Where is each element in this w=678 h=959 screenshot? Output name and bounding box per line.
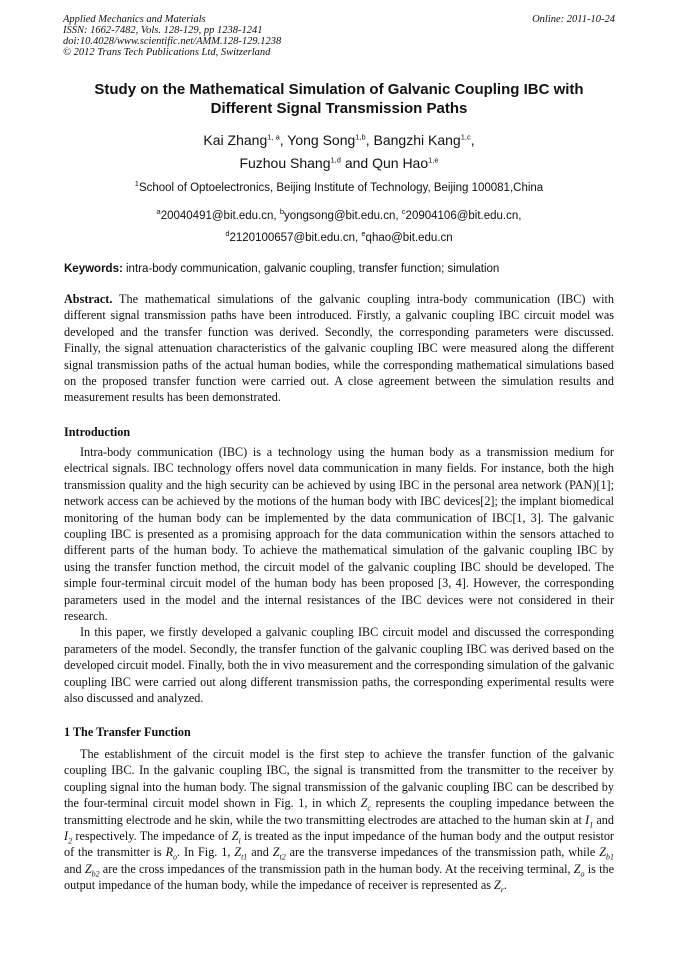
keywords-text: intra-body communication, galvanic coupling, transfer function; simulation — [122, 263, 500, 275]
email-mark: a — [156, 207, 161, 217]
email-mark: b — [279, 207, 284, 217]
author-name: , Bangzhi Kang — [365, 132, 461, 148]
email-mark: c — [401, 207, 406, 217]
intro-paragraph-2: In this paper, we firstly developed a galvanic coupling IBC circuit model and discussed the corresponding parameters of the model. Secondly, the transfer function of the galvanic coupling IBC was derived based on the developed circuit model. Finally, both the in vivo measurement and the corresponding simulation of the galvanic coupling IBC were carried out along different transmission paths, the corresponding experimental results were also discussed and analyzed. — [64, 625, 614, 706]
symbol-zt1 — [234, 845, 248, 862]
symbol-zr — [494, 878, 504, 895]
intro-paragraph-1: Intra-body communication (IBC) is a technology using the human body as a transmission medium for electrical signals. IBC technology offers novel data communication in many fields. For instance, both the high transmission quality and the high security can be achieved by using IBC in the personal area network (PAN)[1]; network access can be achieved by the motions of the human body with IBC devices[2]; the implant biomedical monitoring of the human body can be implemented by the data communication of IBC[1, 3]. The galvanic coupling IBC is presented as a promising approach for the data communication within the sensors attached to different parts of the human body. To achieve the mathematical simulation of the galvanic coupling IBC by using the transfer function method, the circuit model of the galvanic coupling IBC should be developed. The simple four-terminal circuit model of the human body has been proposed [3, 4]. However, the corresponding parameters used in the model and the internal resistances of the IBC devices were not considered in their research. — [64, 445, 614, 624]
issn-line: ISSN: 1662-7482, Vols. 128-129, pp 1238-1241 — [63, 25, 263, 36]
symbol-i2 — [64, 829, 73, 846]
text-run: The establishment of the circuit model is the first step to achieve the transfer function of the galvanic coupling IBC. In the galvanic coupling IBC, the signal is transmitted from the transmitter to the receiver by coupling signal into the human body. The signal transmission of the galvanic coupling IBC can be described by the four-terminal circuit model shown in Fig. 1, in which — [64, 747, 614, 811]
email-mark: d — [225, 229, 230, 239]
subscript: b1 — [606, 852, 614, 862]
abstract-text: The mathematical simulations of the galvanic coupling intra-body communication (IBC) with different signal transmission paths have been introduced. Firstly, a galvanic coupling IBC circuit model was developed and the transfer function was derived. Secondly, the corresponding parameters were discussed. Finally, the signal attenuation characteristics of the galvanic coupling IBC were measured along the different signal transmission paths of the actual human bodies, while the corresponding mathematical simulations based on the proposed transfer function were carried out. A close agreement between the simulation results and measurement results has been demonstrated. — [64, 292, 614, 405]
author-mark: 1, a — [267, 132, 280, 142]
subscript: i — [238, 836, 241, 846]
subscript: c — [367, 803, 371, 813]
text-run: and — [64, 861, 85, 876]
subscript: b2 — [91, 869, 100, 879]
email-line-2 — [64, 227, 614, 249]
affiliation — [64, 179, 614, 195]
subscript: 1 — [589, 820, 594, 830]
symbol: R — [165, 845, 174, 860]
symbol: I — [585, 812, 590, 827]
symbol-ro — [165, 845, 178, 862]
email-line-1 — [64, 205, 614, 227]
keywords — [64, 262, 614, 276]
email-address[interactable]: 20040491@bit.edu.cn, — [160, 210, 280, 222]
symbol: Z — [84, 861, 92, 876]
symbol: Z — [360, 796, 368, 811]
journal-header — [63, 14, 615, 58]
symbol: Z — [599, 845, 606, 860]
text-run: and — [593, 812, 614, 827]
subscript: o — [173, 852, 178, 862]
author-name: Fuzhou Shang — [239, 155, 331, 171]
abstract — [64, 291, 614, 406]
keywords-label: Keywords: — [64, 263, 123, 275]
symbol: Z — [573, 861, 581, 876]
text-run: are the transverse impedances of the transmission path, while — [285, 845, 600, 860]
paper-title — [64, 80, 614, 118]
email-mark: e — [361, 229, 366, 239]
author-line-1 — [64, 129, 614, 152]
symbol-zb1 — [599, 845, 614, 862]
author-mark: 1,c — [460, 132, 471, 142]
author-list — [64, 129, 614, 175]
symbol: Z — [231, 829, 239, 844]
symbol-zi — [231, 829, 241, 846]
email-address[interactable]: 2120100657@bit.edu.cn, — [229, 232, 362, 244]
affiliation-mark: 1 — [134, 179, 139, 189]
author-name: , Yong Song — [279, 132, 356, 148]
subscript: 2 — [68, 836, 73, 846]
symbol-zc — [360, 796, 371, 813]
symbol: Z — [272, 845, 280, 860]
text-run: respectively. The impedance of — [72, 829, 232, 844]
author-mark: 1,b — [355, 132, 366, 142]
affiliation-text: School of Optoelectronics, Beijing Institute of Technology, Beijing 100081,China — [138, 182, 544, 194]
text-run: . — [503, 878, 507, 893]
symbol-i1 — [585, 812, 594, 830]
text-run: . In Fig. 1, — [177, 845, 235, 860]
section-1-heading: 1 The Transfer Function — [64, 725, 191, 739]
section-1-paragraph — [64, 746, 614, 894]
abstract-paragraph — [64, 291, 614, 406]
subscript: r — [500, 885, 504, 895]
intro-heading: Introduction — [64, 425, 131, 439]
text-run: is the output impedance of the human body, while the impedance of receiver is represented as — [64, 861, 614, 893]
email-list — [64, 205, 614, 249]
email-address[interactable]: qhao@bit.edu.cn — [365, 232, 453, 244]
journal-name: Applied Mechanics and Materials — [63, 14, 206, 25]
author-line-2 — [64, 152, 614, 175]
title-line-2: Different Signal Transmission Paths — [210, 100, 468, 117]
subscript: t1 — [241, 852, 248, 862]
online-date: Online: 2011-10-24 — [532, 14, 615, 25]
symbol: Z — [494, 878, 501, 893]
subscript: o — [580, 869, 585, 879]
section-1-body — [64, 746, 614, 894]
copyright-line: © 2012 Trans Tech Publications Ltd, Switzerland — [63, 47, 271, 58]
intro-body — [64, 444, 614, 707]
text-run: represents the coupling impedance between the transmitting electrode and he skin, while the two transmitting electrodes are attached to the human skin at — [64, 796, 614, 827]
symbol-zt2 — [272, 845, 286, 862]
author-name: and Qun Hao — [340, 155, 429, 171]
symbol-zb2 — [84, 861, 100, 879]
text-run: is treated as the input impedance of the human body and the output resistor of the transmitter is — [64, 829, 614, 860]
doi-line: doi:10.4028/www.scientific.net/AMM.128-129.1238 — [63, 36, 282, 47]
title-line-1: Study on the Mathematical Simulation of Galvanic Coupling IBC with — [94, 81, 584, 98]
text-run: are the cross impedances of the transmission path in the human body. At the receiving terminal, — [99, 861, 574, 876]
author-mark: 1,e — [428, 155, 439, 165]
email-address[interactable]: 20904106@bit.edu.cn, — [405, 210, 522, 222]
email-address[interactable]: yongsong@bit.edu.cn, — [283, 210, 402, 222]
abstract-label: Abstract. — [64, 292, 113, 306]
author-name: Kai Zhang — [203, 132, 268, 148]
author-mark: 1,d — [330, 155, 341, 165]
subscript: t2 — [279, 852, 286, 862]
author-sep: , — [470, 132, 475, 148]
symbol: I — [64, 829, 69, 844]
text-run: and — [247, 845, 273, 860]
symbol-zo — [573, 861, 585, 879]
symbol: Z — [234, 845, 242, 860]
